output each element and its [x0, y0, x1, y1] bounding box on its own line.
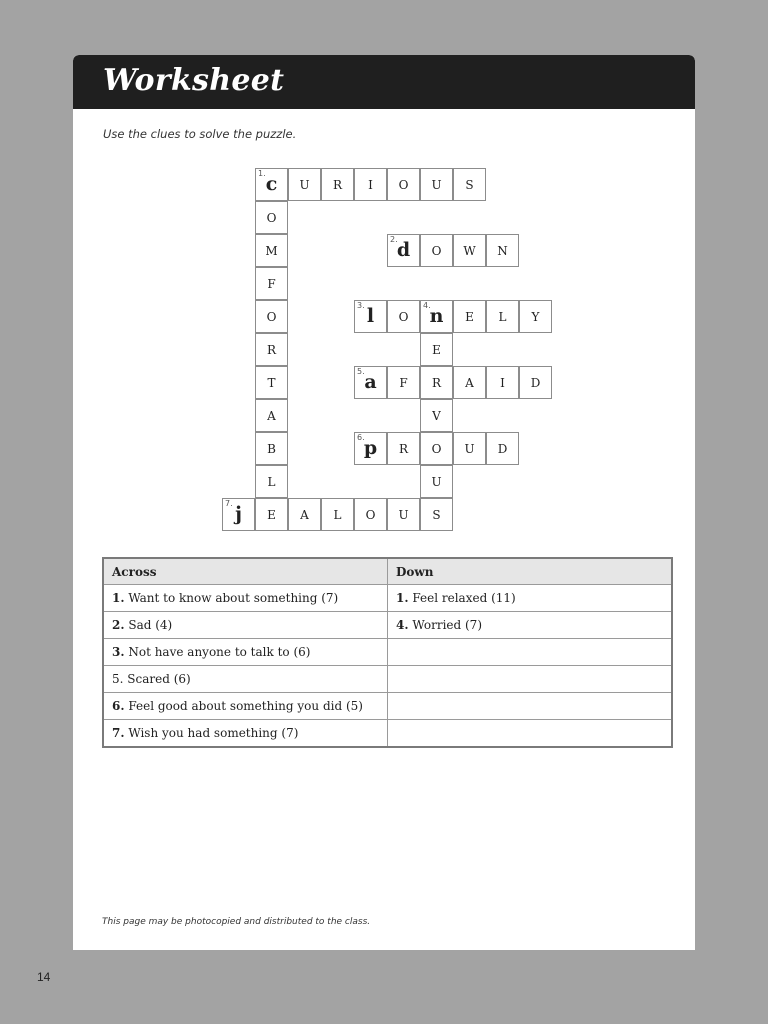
- down-clue: [388, 612, 673, 639]
- cell-letter: j: [235, 503, 242, 525]
- across-clue: [103, 639, 388, 666]
- crossword-cell: [420, 465, 453, 498]
- cell-letter: l: [366, 305, 375, 327]
- crossword-cell: [321, 498, 354, 531]
- cell-letter: R: [332, 178, 343, 192]
- clue-number-label: 3.: [357, 301, 365, 310]
- cell-letter: V: [432, 409, 441, 423]
- cell-letter: d: [396, 239, 411, 261]
- crossword-cell: [288, 498, 321, 531]
- crossword-cell: [354, 366, 387, 399]
- across-clue: [103, 612, 388, 639]
- down-clue: [388, 693, 673, 720]
- crossword-cell: [255, 465, 288, 498]
- cell-letter: A: [267, 409, 276, 423]
- crossword-cell: [387, 168, 420, 201]
- crossword-cell: [387, 234, 420, 267]
- cell-letter: O: [398, 178, 409, 192]
- crossword-cell: [255, 168, 288, 201]
- crossword-cell: [420, 234, 453, 267]
- clue-number-label: 2.: [390, 235, 398, 244]
- cell-letter: R: [431, 376, 442, 390]
- down-header: Down: [388, 558, 673, 585]
- cell-letter: U: [431, 178, 442, 192]
- photocopy-note: This page may be photocopied and distributed to the class.: [102, 917, 371, 927]
- cell-letter: L: [267, 475, 276, 489]
- across-clue-number: 6.: [112, 699, 125, 713]
- clue-number-label: 7.: [225, 499, 233, 508]
- clue-row: [103, 639, 672, 666]
- crossword-cell: [486, 300, 519, 333]
- cell-letter: B: [267, 442, 276, 456]
- clue-row: [103, 720, 672, 748]
- down-clue-text: Worried (7): [408, 618, 482, 632]
- cell-letter: I: [500, 376, 505, 390]
- down-clue-text: Feel relaxed (11): [408, 591, 516, 605]
- clue-row: [103, 585, 672, 612]
- across-header: Across: [103, 558, 388, 585]
- cell-letter: A: [465, 376, 474, 390]
- cell-letter: n: [429, 305, 444, 327]
- cell-letter: W: [463, 244, 476, 258]
- cell-letter: S: [465, 178, 474, 192]
- down-clue-number: 4.: [396, 618, 409, 632]
- across-clue: [103, 693, 388, 720]
- crossword-cell: [354, 300, 387, 333]
- cell-letter: c: [265, 173, 278, 195]
- cell-letter: R: [266, 343, 277, 357]
- across-clue-text: Scared (6): [123, 672, 191, 686]
- clue-number-label: 4.: [423, 301, 431, 310]
- crossword-cell: [354, 168, 387, 201]
- crossword-cell: [453, 168, 486, 201]
- across-clue-text: Not have anyone to talk to (6): [124, 645, 311, 659]
- down-clue: [388, 585, 673, 612]
- crossword-cell: [519, 366, 552, 399]
- crossword-cell: [387, 366, 420, 399]
- across-clue-number: 7.: [112, 726, 125, 740]
- cell-letter: E: [465, 310, 474, 324]
- page-title: Worksheet: [103, 63, 285, 98]
- crossword-cell: [255, 498, 288, 531]
- across-clue-number: 3.: [112, 645, 125, 659]
- down-clue: [388, 666, 673, 693]
- down-clue: [388, 720, 673, 748]
- cell-letter: a: [364, 371, 377, 393]
- crossword-cell: [453, 366, 486, 399]
- cell-letter: p: [363, 437, 378, 459]
- cell-letter: I: [368, 178, 373, 192]
- cell-letter: Y: [531, 310, 540, 324]
- crossword-cell: [453, 432, 486, 465]
- cell-letter: F: [399, 376, 408, 390]
- instruction-text: Use the clues to solve the puzzle.: [103, 127, 297, 141]
- cell-letter: O: [365, 508, 376, 522]
- page-number: 14: [37, 970, 51, 984]
- clues-table: [102, 557, 673, 748]
- clue-row: [103, 693, 672, 720]
- crossword-cell: [255, 234, 288, 267]
- crossword-cell: [486, 366, 519, 399]
- crossword-cell: [519, 300, 552, 333]
- cell-letter: R: [398, 442, 409, 456]
- worksheet-page: [73, 55, 695, 950]
- across-clue: [103, 585, 388, 612]
- cell-letter: O: [431, 244, 442, 258]
- crossword-cell: [255, 300, 288, 333]
- cell-letter: L: [498, 310, 507, 324]
- cell-letter: M: [265, 244, 278, 258]
- crossword-cell: [420, 498, 453, 531]
- across-clue: [103, 666, 388, 693]
- crossword-cell: [255, 366, 288, 399]
- cell-letter: D: [497, 442, 508, 456]
- clue-number-label: 1.: [258, 169, 266, 178]
- crossword-cell: [222, 498, 255, 531]
- cell-letter: O: [266, 211, 277, 225]
- cell-letter: E: [267, 508, 276, 522]
- clue-number-label: 6.: [357, 433, 365, 442]
- crossword-cell: [486, 234, 519, 267]
- clues-header-row: [103, 558, 672, 585]
- cell-letter: S: [432, 508, 441, 522]
- crossword-cell: [420, 432, 453, 465]
- crossword-cell: [420, 168, 453, 201]
- cell-letter: T: [267, 376, 276, 390]
- down-clue-number: 1.: [396, 591, 409, 605]
- cell-letter: O: [398, 310, 409, 324]
- cell-letter: L: [333, 508, 342, 522]
- crossword-cell: [255, 399, 288, 432]
- cell-letter: U: [431, 475, 442, 489]
- crossword-cell: [420, 366, 453, 399]
- across-clue-text: Feel good about something you did (5): [124, 699, 363, 713]
- crossword-grid: [73, 55, 695, 535]
- cell-letter: U: [398, 508, 409, 522]
- cell-letter: U: [299, 178, 310, 192]
- crossword-cell: [387, 432, 420, 465]
- across-clue-text: Sad (4): [124, 618, 173, 632]
- crossword-cell: [453, 300, 486, 333]
- across-clue-number: 5.: [112, 672, 124, 686]
- crossword-cell: [387, 300, 420, 333]
- crossword-cell: [486, 432, 519, 465]
- crossword-cell: [354, 432, 387, 465]
- clue-number-label: 5.: [357, 367, 365, 376]
- cell-letter: D: [530, 376, 541, 390]
- down-clue: [388, 639, 673, 666]
- across-clue: [103, 720, 388, 748]
- across-clue-number: 2.: [112, 618, 125, 632]
- crossword-cell: [420, 399, 453, 432]
- crossword-cell: [420, 300, 453, 333]
- crossword-cell: [288, 168, 321, 201]
- clue-row: [103, 666, 672, 693]
- clue-row: [103, 612, 672, 639]
- across-clue-text: Want to know about something (7): [124, 591, 339, 605]
- crossword-cell: [255, 201, 288, 234]
- cell-letter: U: [464, 442, 475, 456]
- crossword-cell: [321, 168, 354, 201]
- crossword-cell: [453, 234, 486, 267]
- crossword-cell: [387, 498, 420, 531]
- cell-letter: F: [267, 277, 276, 291]
- crossword-cell: [354, 498, 387, 531]
- cell-letter: N: [497, 244, 508, 258]
- crossword-cell: [255, 333, 288, 366]
- cell-letter: A: [300, 508, 309, 522]
- crossword-cell: [255, 432, 288, 465]
- across-clue-number: 1.: [112, 591, 125, 605]
- cell-letter: O: [266, 310, 277, 324]
- crossword-cell: [255, 267, 288, 300]
- crossword-cell: [420, 333, 453, 366]
- across-clue-text: Wish you had something (7): [124, 726, 299, 740]
- cell-letter: O: [431, 442, 442, 456]
- cell-letter: E: [432, 343, 441, 357]
